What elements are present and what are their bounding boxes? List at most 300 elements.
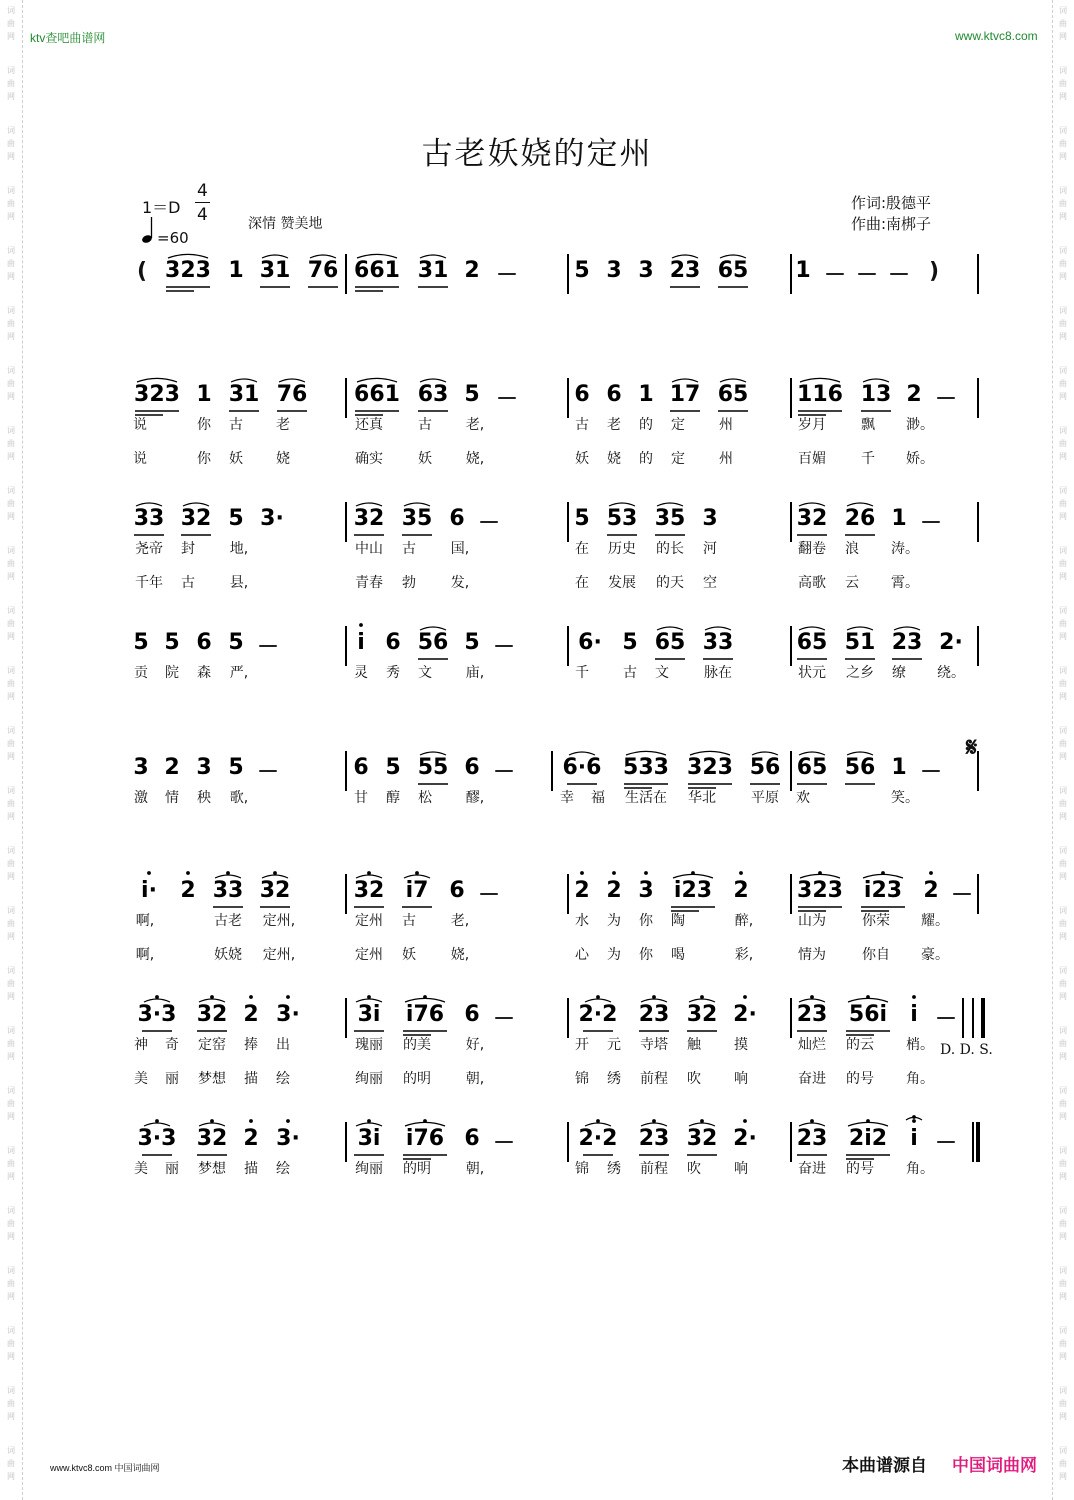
lyric-word: 娆, <box>450 947 470 963</box>
note-group: 23 <box>638 1126 670 1151</box>
note-group: － <box>934 1131 957 1156</box>
header-left-link[interactable]: ktv查吧曲谱网 <box>30 31 106 45</box>
note-group: 23 <box>638 1002 670 1027</box>
lyric-word: 尧帝 <box>135 541 163 557</box>
watermark-char: 词 <box>1059 66 1067 75</box>
watermark-char: 词 <box>1059 1026 1067 1035</box>
watermark-char: 网 <box>7 512 15 521</box>
note-group: 56 <box>417 630 449 655</box>
lyric-word: 涛。 <box>891 541 919 557</box>
lyric-word: 古 <box>181 575 195 591</box>
lyric-word: 奋进 <box>798 1161 826 1177</box>
watermark-char: 词 <box>7 66 15 75</box>
lyric-word: 吹 <box>687 1071 701 1087</box>
lyric-word: 云 <box>845 575 859 591</box>
lyric-word: 触 <box>687 1037 701 1053</box>
lyric-word: 的明 <box>403 1071 431 1087</box>
lyric-word: 中山 <box>355 541 383 557</box>
watermark-char: 曲 <box>7 1339 15 1348</box>
watermark-char: 网 <box>1059 1472 1067 1481</box>
watermark-char: 网 <box>1059 1352 1067 1361</box>
note-group: 1 <box>891 506 907 531</box>
note-group: 65 <box>796 630 828 655</box>
watermark-char: 词 <box>7 1446 15 1455</box>
lyric-word: 笑。 <box>891 790 919 806</box>
note-group: 2 <box>180 878 196 903</box>
watermark-char: 曲 <box>7 1399 15 1408</box>
lyric-word: 古 <box>623 665 637 681</box>
note-group: － <box>934 387 957 412</box>
watermark-char: 词 <box>7 786 15 795</box>
note-group: － <box>477 511 500 536</box>
lyric-word: 霄。 <box>891 575 919 591</box>
watermark-char: 词 <box>1059 186 1067 195</box>
note-group: 3·3 <box>137 1002 177 1027</box>
note-group: 323 <box>165 258 211 283</box>
lyricist-credit: 作词:殷德平 <box>851 194 932 212</box>
lyric-word: 翻卷 <box>798 541 826 557</box>
watermark-char: 曲 <box>1059 619 1067 628</box>
lyric-word: 为 <box>607 913 621 929</box>
lyric-word: 丽 <box>165 1071 179 1087</box>
watermark-char: 词 <box>1059 1266 1067 1275</box>
watermark-char: 网 <box>1059 512 1067 521</box>
watermark-char: 网 <box>7 932 15 941</box>
lyric-word: 绚丽 <box>355 1161 383 1177</box>
note-group: 2 <box>923 878 939 903</box>
lyric-word: 响 <box>734 1071 748 1087</box>
watermark-char: 词 <box>7 1146 15 1155</box>
watermark-char: 曲 <box>1059 1459 1067 1468</box>
watermark-char: 网 <box>1059 332 1067 341</box>
lyric-word: 定 <box>671 451 685 467</box>
lyric-word: 老, <box>450 913 470 929</box>
lyric-word: 院 <box>165 665 179 681</box>
note-group: 65 <box>717 258 749 283</box>
note-group: 3 <box>702 506 718 531</box>
note-group: 32 <box>196 1002 228 1027</box>
lyric-word: 描 <box>244 1161 258 1177</box>
lyric-word: 绣 <box>607 1071 621 1087</box>
watermark-char: 网 <box>1059 32 1067 41</box>
lyric-word: 奇 <box>165 1037 179 1053</box>
watermark-char: 词 <box>7 1086 15 1095</box>
note-group: 31 <box>417 258 449 283</box>
watermark-char: 词 <box>7 366 15 375</box>
lyric-word: 秀 <box>386 665 400 681</box>
watermark-char: 网 <box>7 272 15 281</box>
lyric-word: 缭 <box>892 665 906 681</box>
note-group: 6 <box>574 382 590 407</box>
note-group: － <box>492 635 515 660</box>
watermark-char: 网 <box>7 1172 15 1181</box>
note-group: 55 <box>417 755 449 780</box>
lyric-word: 奋进 <box>798 1071 826 1087</box>
lyric-word: 醪, <box>465 790 485 806</box>
watermark-char: 词 <box>7 486 15 495</box>
lyric-word: 绚丽 <box>355 1071 383 1087</box>
note-group: 5 <box>385 755 401 780</box>
lyric-word: 定州 <box>355 947 383 963</box>
lyric-word: 定州, <box>262 947 296 963</box>
note-group: 2 <box>906 382 922 407</box>
watermark-char: 网 <box>1059 152 1067 161</box>
watermark-char: 曲 <box>7 79 15 88</box>
note-group: i23 <box>673 878 713 903</box>
watermark-char: 网 <box>7 692 15 701</box>
lyric-word: 定州 <box>355 913 383 929</box>
note-group: 3·3 <box>137 1126 177 1151</box>
note-group: 31 <box>259 258 291 283</box>
watermark-char: 网 <box>1059 1232 1067 1241</box>
lyric-word: 你 <box>197 417 211 433</box>
watermark-char: 网 <box>1059 392 1067 401</box>
lyric-word: 县, <box>229 575 249 591</box>
watermark-char: 曲 <box>7 559 15 568</box>
watermark-char: 词 <box>1059 546 1067 555</box>
lyric-word: 定 <box>671 417 685 433</box>
note-group: 3· <box>260 506 284 531</box>
note-group: 5 <box>464 382 480 407</box>
header-right-link[interactable]: www.ktvc8.com <box>955 29 1038 43</box>
note-group: 5 <box>228 630 244 655</box>
note-group: i <box>910 1126 918 1151</box>
watermark-char: 曲 <box>7 19 15 28</box>
note-group: 2 <box>243 1002 259 1027</box>
lyric-word: 古 <box>402 541 416 557</box>
watermark-char: 曲 <box>1059 439 1067 448</box>
tempo-marking: =60 <box>157 229 189 247</box>
lyric-word: 灵 <box>354 665 368 681</box>
note-group: 3i <box>357 1126 381 1151</box>
note-group: 6 <box>385 630 401 655</box>
watermark-char: 网 <box>1059 632 1067 641</box>
watermark-char: 网 <box>7 92 15 101</box>
note-group: 65 <box>654 630 686 655</box>
note-group: 116 <box>797 382 843 407</box>
watermark-char: 网 <box>7 152 15 161</box>
note-group: 323 <box>687 755 733 780</box>
watermark-char: 曲 <box>1059 1279 1067 1288</box>
watermark-char: 词 <box>1059 126 1067 135</box>
watermark-char: 网 <box>1059 572 1067 581</box>
lyric-word: 浪 <box>845 541 859 557</box>
note-group: 3 <box>638 258 654 283</box>
lyric-word: 华北 <box>688 790 716 806</box>
lyric-word: 古老 <box>214 913 242 929</box>
note-group: 32 <box>796 506 828 531</box>
lyric-word: 古 <box>418 417 432 433</box>
lyric-word: 绘 <box>276 1071 290 1087</box>
note-group: － <box>256 760 279 785</box>
lyric-word: 发, <box>450 575 470 591</box>
note-group: 1 <box>228 258 244 283</box>
watermark-char: 曲 <box>1059 1099 1067 1108</box>
watermark-char: 词 <box>1059 486 1067 495</box>
lyric-word: 甘 <box>354 790 368 806</box>
watermark-char: 词 <box>1059 846 1067 855</box>
note-group: 33 <box>702 630 734 655</box>
note-group: － <box>919 511 942 536</box>
watermark-char: 网 <box>7 32 15 41</box>
lyric-word: 出 <box>276 1037 290 1053</box>
lyric-word: 古 <box>575 417 589 433</box>
watermark-char: 曲 <box>1059 199 1067 208</box>
watermark-char: 网 <box>7 332 15 341</box>
lyric-word: 勃 <box>402 575 416 591</box>
watermark-char: 词 <box>1059 1206 1067 1215</box>
note-group: 2 <box>164 755 180 780</box>
lyric-word: 锦 <box>575 1071 589 1087</box>
watermark-char: 词 <box>7 1326 15 1335</box>
note-group: 6 <box>464 755 480 780</box>
watermark-char: 网 <box>1059 992 1067 1001</box>
watermark-char: 词 <box>7 1026 15 1035</box>
watermark-char: 曲 <box>1059 1399 1067 1408</box>
lyric-word: 前程 <box>640 1161 668 1177</box>
watermark-char: 词 <box>7 666 15 675</box>
note-group: i <box>357 630 365 655</box>
watermark-char: 词 <box>7 606 15 615</box>
lyric-word: 你 <box>639 913 653 929</box>
lyric-word: 你荣 <box>862 913 890 929</box>
watermark-char: 词 <box>7 546 15 555</box>
lyric-word: 啊, <box>135 913 155 929</box>
note-group: 6 <box>353 755 369 780</box>
watermark-char: 网 <box>7 1412 15 1421</box>
note-group: 33 <box>133 506 165 531</box>
watermark-char: 网 <box>7 812 15 821</box>
note-group: 3 <box>606 258 622 283</box>
lyric-word: 醉, <box>734 913 754 929</box>
note-group: 35 <box>401 506 433 531</box>
note-group: i7 <box>405 878 429 903</box>
watermark-char: 曲 <box>7 1459 15 1468</box>
watermark-char: 网 <box>7 992 15 1001</box>
note-group: － <box>855 263 878 288</box>
lyric-word: 定窑 <box>198 1037 226 1053</box>
watermark-char: 词 <box>1059 366 1067 375</box>
watermark-char: 网 <box>7 1472 15 1481</box>
watermark-char: 曲 <box>7 319 15 328</box>
lyric-word: 千 <box>575 665 589 681</box>
watermark-char: 词 <box>7 426 15 435</box>
lyric-word: 前程 <box>640 1071 668 1087</box>
note-group: 53 <box>606 506 638 531</box>
watermark-char: 网 <box>1059 692 1067 701</box>
lyric-word: 的天 <box>656 575 684 591</box>
lyric-word: 发展 <box>608 575 636 591</box>
song-title: 古老妖娆的定州 <box>421 136 653 172</box>
lyric-word: 豪。 <box>921 947 949 963</box>
watermark-char: 曲 <box>1059 859 1067 868</box>
lyric-word: 灿烂 <box>798 1037 826 1053</box>
lyric-word: 的号 <box>846 1071 874 1087</box>
lyric-word: 渺。 <box>906 417 934 433</box>
watermark-char: 词 <box>7 906 15 915</box>
note-group: 6 <box>449 878 465 903</box>
watermark-char: 曲 <box>1059 1339 1067 1348</box>
watermark-char: 曲 <box>1059 19 1067 28</box>
note-group: 17 <box>669 382 701 407</box>
lyric-word: 描 <box>244 1071 258 1087</box>
lyric-word: 水 <box>575 913 589 929</box>
lyric-word: 梢。 <box>906 1037 934 1053</box>
watermark-char: 词 <box>7 306 15 315</box>
watermark-char: 网 <box>7 1352 15 1361</box>
note-group: 2 <box>243 1126 259 1151</box>
watermark-char: 曲 <box>1059 559 1067 568</box>
watermark-char: 曲 <box>1059 679 1067 688</box>
watermark-char: 曲 <box>7 979 15 988</box>
note-group: 32 <box>259 878 291 903</box>
note-group: i76 <box>405 1002 445 1027</box>
watermark-char: 网 <box>7 632 15 641</box>
note-group: i <box>910 1002 918 1027</box>
note-group: 6 <box>464 1002 480 1027</box>
note-group: 2·2 <box>578 1002 618 1027</box>
lyric-word: 飘 <box>861 417 875 433</box>
lyric-word: 高歌 <box>798 575 826 591</box>
watermark-char: 网 <box>7 572 15 581</box>
note-group: 5 <box>133 630 149 655</box>
note-group: 2 <box>464 258 480 283</box>
note-group: 76 <box>307 258 339 283</box>
lyric-word: 元 <box>607 1037 621 1053</box>
time-signature-top: 4 <box>197 181 208 201</box>
watermark-char: 词 <box>1059 1386 1067 1395</box>
watermark-char: 曲 <box>1059 379 1067 388</box>
note-group: 32 <box>353 878 385 903</box>
watermark-char: 曲 <box>7 919 15 928</box>
note-group: 23 <box>796 1126 828 1151</box>
note-group: 23 <box>669 258 701 283</box>
watermark-char: 曲 <box>1059 799 1067 808</box>
time-signature-bottom: 4 <box>197 205 208 225</box>
note-group: 533 <box>623 755 669 780</box>
watermark-char: 曲 <box>1059 1219 1067 1228</box>
note-group: 1 <box>196 382 212 407</box>
note-group: 56 <box>844 755 876 780</box>
lyric-word: 河 <box>703 541 717 557</box>
watermark-char: 网 <box>7 1052 15 1061</box>
watermark-char: 曲 <box>7 199 15 208</box>
note-group: 2 <box>733 878 749 903</box>
footer-brand-link[interactable]: 中国词曲网 <box>952 1456 1037 1476</box>
lyric-word: 朝, <box>465 1161 485 1177</box>
watermark-char: 曲 <box>7 1039 15 1048</box>
intro-close-paren: ) <box>929 259 940 284</box>
note-group: 2· <box>733 1002 757 1027</box>
note-group: 6 <box>196 630 212 655</box>
watermark-char: 曲 <box>1059 739 1067 748</box>
note-group: 5 <box>464 630 480 655</box>
note-group: 32 <box>686 1002 718 1027</box>
lyric-word: 彩, <box>734 947 754 963</box>
lyric-word: 摸 <box>734 1037 748 1053</box>
note-group: 2 <box>574 878 590 903</box>
watermark-char: 曲 <box>1059 499 1067 508</box>
note-group: － <box>887 263 910 288</box>
lyric-word: 松 <box>418 790 432 806</box>
note-group: 1 <box>891 755 907 780</box>
watermark-char: 词 <box>7 246 15 255</box>
watermark-char: 词 <box>1059 726 1067 735</box>
note-group: 51 <box>844 630 876 655</box>
lyric-word: 情为 <box>798 947 826 963</box>
lyric-word: 森 <box>197 665 211 681</box>
lyric-word: 耀。 <box>921 913 949 929</box>
watermark-char: 网 <box>1059 1112 1067 1121</box>
lyric-word: 好, <box>465 1037 485 1053</box>
watermark-char: 词 <box>1059 426 1067 435</box>
note-group: 3· <box>276 1002 300 1027</box>
watermark-char: 网 <box>7 872 15 881</box>
lyric-word: 说 <box>133 451 147 467</box>
note-group: － <box>492 1131 515 1156</box>
note-group: － <box>256 635 279 660</box>
note-group: 661 <box>354 382 400 407</box>
watermark-char: 词 <box>1059 1326 1067 1335</box>
note-group: 32 <box>686 1126 718 1151</box>
lyric-word: 脉在 <box>704 665 732 681</box>
note-group: 3 <box>638 878 654 903</box>
watermark-char: 曲 <box>1059 919 1067 928</box>
note-group: 32 <box>180 506 212 531</box>
lyric-word: 开 <box>575 1037 589 1053</box>
watermark-char: 网 <box>7 752 15 761</box>
lyric-word: 角。 <box>906 1071 934 1087</box>
lyric-word: 封 <box>181 541 195 557</box>
lyric-word: 啊, <box>135 947 155 963</box>
note-group: 23 <box>891 630 923 655</box>
note-group: 32 <box>353 506 385 531</box>
note-group: 661 <box>354 258 400 283</box>
lyric-word: 在 <box>575 575 589 591</box>
note-group: 1 <box>795 258 811 283</box>
watermark-char: 曲 <box>1059 139 1067 148</box>
watermark-char: 曲 <box>7 1159 15 1168</box>
watermark-char: 词 <box>7 1206 15 1215</box>
watermark-char: 词 <box>1059 6 1067 15</box>
note-group: 3i <box>357 1002 381 1027</box>
lyric-word: 严, <box>229 665 249 681</box>
note-group: 5 <box>622 630 638 655</box>
lyric-word: 为 <box>607 947 621 963</box>
watermark-char: 词 <box>7 6 15 15</box>
lyric-word: 贡 <box>134 665 148 681</box>
lyric-word: 老 <box>607 417 621 433</box>
footer-left-text: www.ktvc8.com 中国词曲网 <box>50 1463 160 1473</box>
note-group: 6 <box>449 506 465 531</box>
note-group: － <box>477 883 500 908</box>
note-group: 63 <box>417 382 449 407</box>
watermark-char: 网 <box>1059 452 1067 461</box>
lyric-word: 定州, <box>262 913 296 929</box>
watermark-char: 网 <box>1059 932 1067 941</box>
lyric-word: 梦想 <box>198 1071 226 1087</box>
note-group: 23 <box>796 1002 828 1027</box>
watermark-char: 词 <box>1059 906 1067 915</box>
note-group: 13 <box>860 382 892 407</box>
lyric-word: 梦想 <box>198 1161 226 1177</box>
lyric-word: 古 <box>402 913 416 929</box>
note-group: 6 <box>606 382 622 407</box>
note-group: － <box>919 760 942 785</box>
lyric-word: 喝 <box>671 947 685 963</box>
watermark-char: 词 <box>1059 966 1067 975</box>
lyric-word: 妖 <box>418 451 432 467</box>
